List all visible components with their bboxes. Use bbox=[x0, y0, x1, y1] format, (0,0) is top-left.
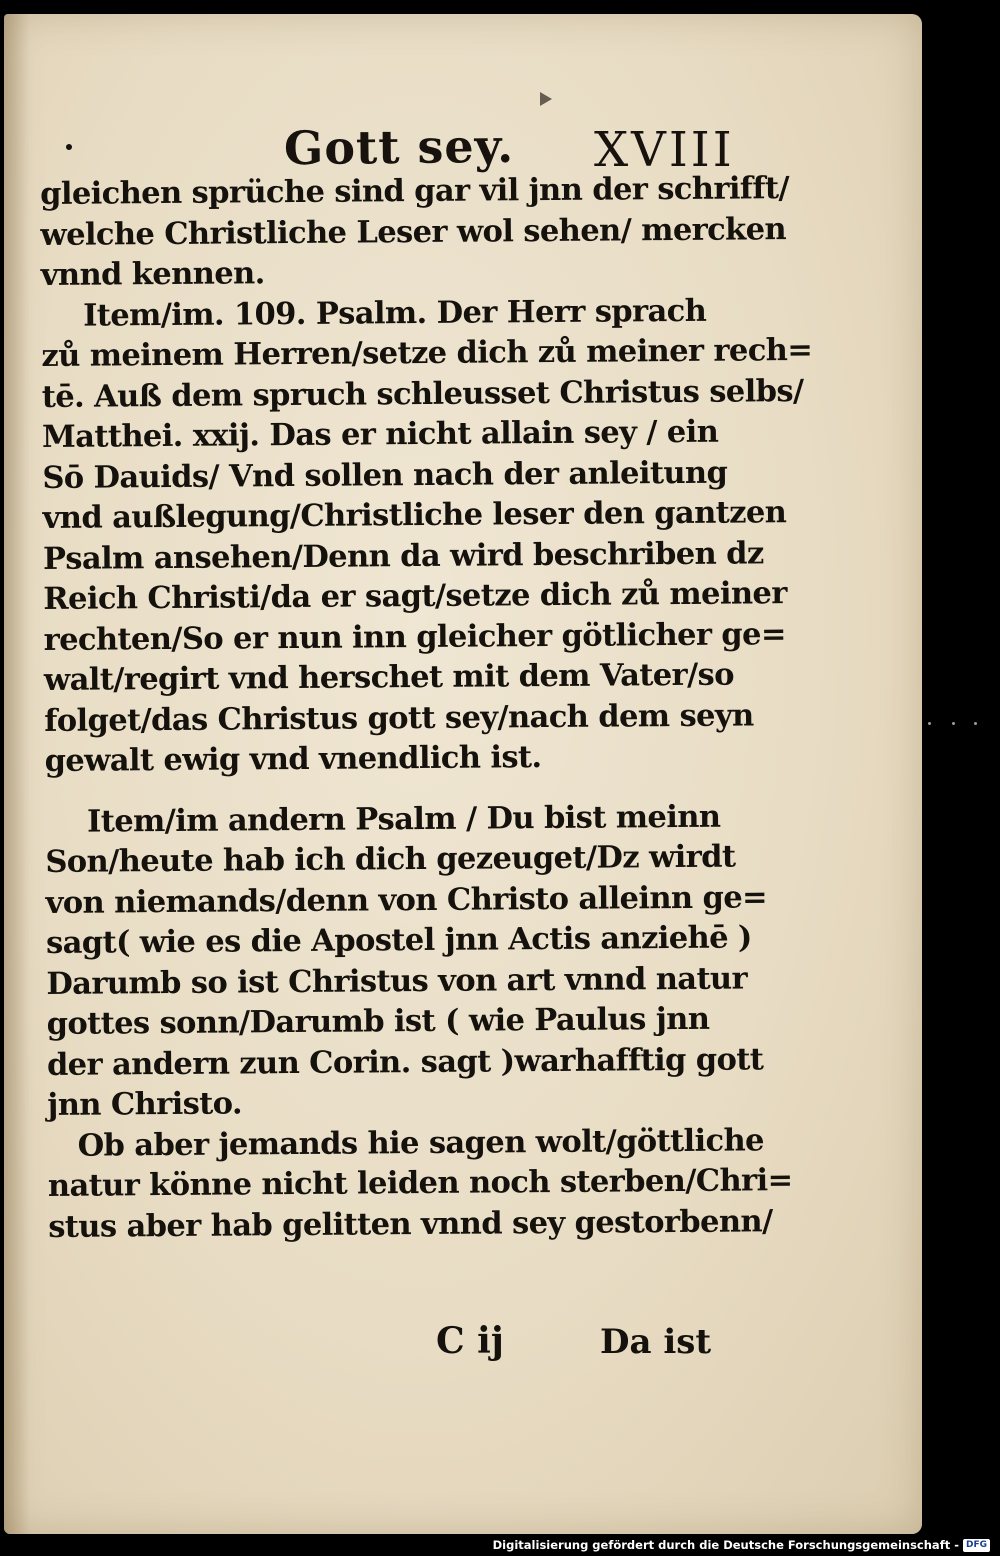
text-line: Darumb so ist Christus von art vnnd natur bbox=[46, 959, 748, 1002]
text-line: Ob aber jemands hie sagen wolt/göttliche bbox=[77, 1121, 765, 1164]
text-line: vnnd kennen. bbox=[40, 255, 265, 293]
text-line: von niemands/denn von Christo alleinn ge= bbox=[45, 878, 768, 921]
text-line: der andern zun Corin. sagt )warhafftig gott bbox=[46, 1040, 764, 1083]
text-line: natur könne nicht leiden noch sterben/Chri= bbox=[47, 1162, 793, 1204]
dfg-logo: DFG bbox=[963, 1539, 990, 1552]
text-line: Sō Dauids/ Vnd sollen nach der anleitung bbox=[42, 454, 728, 496]
text-line: tē. Auß dem spruch schleusset Christus selbs/ bbox=[41, 372, 804, 415]
text-line: zů meinem Herren/setze dich zů meiner rech= bbox=[41, 331, 813, 374]
text-line: gewalt ewig vnd vnendlich ist. bbox=[44, 739, 542, 779]
signature-mark: C ij bbox=[436, 1320, 504, 1362]
text-line: sagt( wie es die Apostel jnn Actis anziehē ) bbox=[45, 919, 752, 961]
gutter-shadow bbox=[4, 14, 30, 1534]
text-line: gottes sonn/Darumb ist ( wie Paulus jnn bbox=[46, 1000, 710, 1042]
text-line: Reich Christi/da er sagt/setze dich zů meiner bbox=[43, 575, 787, 617]
text-line: vnd außlegung/Christliche leser den gantzen bbox=[42, 494, 787, 536]
catchword: Da ist bbox=[600, 1322, 712, 1362]
text-line: Son/heute hab ich dich gezeuget/Dz wirdt bbox=[45, 838, 736, 880]
text-line: gleichen sprüche sind gar vil jnn der schrifft/ bbox=[40, 170, 790, 212]
text-line: Item/im andern Psalm / Du bist meinn bbox=[86, 798, 721, 840]
folio-number: XVIII bbox=[594, 122, 735, 178]
body-text bbox=[40, 169, 813, 1247]
text-line: Psalm ansehen/Denn da wird beschriben dz bbox=[42, 534, 764, 577]
text-line: walt/regirt vnd herschet mit dem Vater/so bbox=[43, 656, 735, 698]
text-line: welche Christliche Leser wol sehen/ mercken bbox=[40, 210, 787, 253]
header-dot bbox=[66, 144, 72, 150]
running-head: Gott sey. bbox=[283, 118, 515, 176]
text-line: jnn Christo. bbox=[47, 1085, 243, 1123]
digitization-credit bbox=[493, 1538, 990, 1552]
text-line: Matthei. xxij. Das er nicht allain sey / ein bbox=[41, 413, 719, 455]
scan-artifact-dots bbox=[924, 722, 994, 728]
text-line: folget/das Christus gott sey/nach dem seyn bbox=[44, 696, 754, 739]
binding-mark-icon bbox=[540, 92, 552, 106]
text-line: Item/im. 109. Psalm. Der Herr sprach bbox=[82, 292, 707, 334]
book-page bbox=[4, 14, 922, 1534]
text-line: stus aber hab gelitten vnnd sey gestorbenn/ bbox=[48, 1202, 773, 1245]
text-line: rechten/So er nun inn gleicher götlicher ge= bbox=[43, 615, 786, 658]
credit-text: Digitalisierung gefördert durch die Deutsche Forschungsgemeinschaft - bbox=[492, 1538, 959, 1552]
